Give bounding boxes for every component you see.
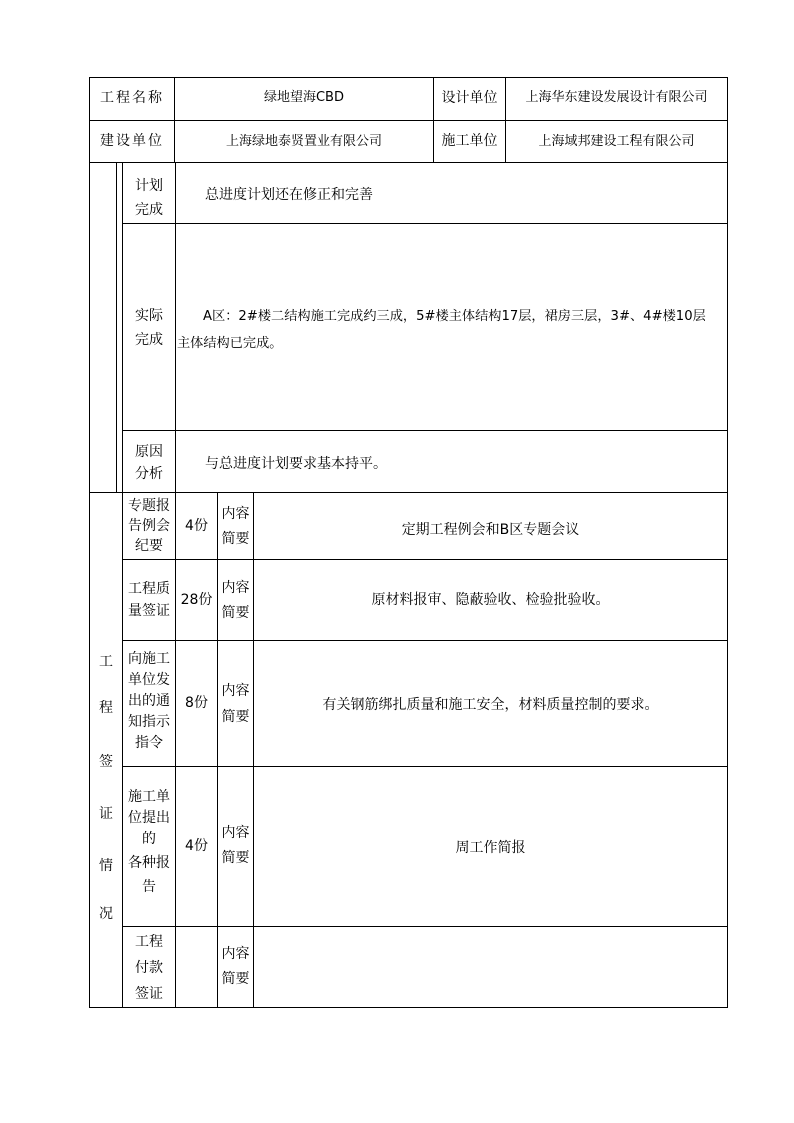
content-label-line1: 内容 — [221, 946, 250, 962]
actual-label-line1: 实际 — [135, 308, 163, 324]
visa-item-name: 告例会 — [128, 518, 170, 534]
analysis-text: 与总进度计划要求基本持平。 — [205, 456, 387, 472]
owner-label: 建设单位 — [100, 133, 164, 149]
col-divider — [116, 162, 117, 493]
visa-item-name: 工程质 — [128, 581, 170, 597]
visa-side-label-char: 情 — [99, 858, 113, 874]
contractor-label: 施工单位 — [441, 133, 498, 149]
content-label-line1: 内容 — [221, 825, 250, 841]
visa-side-label-char: 工 — [99, 654, 113, 670]
row-divider — [122, 926, 728, 927]
actual-text-line1: A区：2#楼二结构施工完成约三成，5#楼主体结构17层，裙房三层，3#、4#楼10层 — [203, 309, 706, 324]
row-divider — [122, 430, 728, 431]
visa-item-name: 单位发 — [128, 672, 170, 688]
design-unit-value: 上海华东建设发展设计有限公司 — [525, 90, 708, 105]
visa-item-name: 告 — [142, 879, 156, 895]
actual-text-line2: 主体结构已完成。 — [177, 336, 283, 351]
visa-item-name: 工程 — [135, 934, 163, 950]
content-label-line1: 内容 — [221, 580, 250, 596]
visa-item-content: 定期工程例会和B区专题会议 — [401, 522, 580, 538]
row-divider — [89, 162, 728, 163]
table-border-top — [89, 77, 728, 78]
actual-label-line2: 完成 — [135, 332, 163, 348]
row-divider — [122, 766, 728, 767]
visa-item-name: 的 — [142, 831, 156, 847]
contractor-value: 上海域邦建设工程有限公司 — [538, 134, 695, 149]
content-label-line1: 内容 — [221, 506, 250, 522]
content-label-line2: 简要 — [221, 709, 250, 725]
row-divider — [122, 223, 728, 224]
visa-item-name: 各种报 — [128, 855, 170, 871]
plan-text: 总进度计划还在修正和完善 — [205, 187, 373, 203]
row-divider — [122, 559, 728, 560]
visa-item-name: 向施工 — [128, 651, 170, 667]
content-label-line2: 简要 — [221, 531, 250, 547]
visa-item-content: 有关钢筋绑扎质量和施工安全，材料质量控制的要求。 — [322, 697, 659, 713]
content-label-line1: 内容 — [221, 683, 250, 699]
plan-label-line1: 计划 — [135, 178, 163, 194]
content-label-line2: 简要 — [221, 605, 250, 621]
visa-item-name: 指令 — [135, 735, 163, 751]
col-divider — [175, 162, 176, 1008]
content-label-line2: 简要 — [221, 971, 250, 987]
analysis-label-line2: 分析 — [135, 466, 163, 482]
visa-item-name: 纪要 — [135, 538, 163, 554]
visa-side-label-char: 签 — [99, 754, 113, 770]
row-divider — [89, 492, 728, 493]
col-divider — [253, 492, 254, 1008]
analysis-label-line1: 原因 — [135, 444, 163, 460]
project-name-label: 工程名称 — [100, 90, 164, 106]
visa-side-label-char: 况 — [99, 906, 113, 922]
plan-label-line2: 完成 — [135, 202, 163, 218]
visa-item-name: 知指示 — [128, 714, 170, 730]
owner-value: 上海绿地泰贤置业有限公司 — [225, 134, 382, 149]
visa-side-label-char: 程 — [99, 700, 113, 716]
visa-item-count: 28份 — [180, 592, 213, 608]
visa-item-count: 4份 — [185, 838, 208, 854]
visa-item-name: 付款 — [135, 960, 163, 976]
visa-item-name: 量签证 — [128, 603, 170, 619]
design-unit-label: 设计单位 — [441, 90, 498, 106]
visa-item-name: 施工单 — [128, 789, 170, 805]
row-divider — [122, 640, 728, 641]
visa-item-content: 原材料报审、隐蔽验收、检验批验收。 — [371, 592, 610, 608]
visa-item-count: 8份 — [185, 695, 208, 711]
visa-item-name: 位提出 — [128, 810, 170, 826]
visa-item-name: 出的通 — [128, 693, 170, 709]
col-divider — [217, 492, 218, 1008]
visa-item-name: 签证 — [135, 986, 163, 1002]
visa-item-content: 周工作简报 — [455, 840, 526, 856]
visa-item-count: 4份 — [185, 518, 208, 534]
visa-item-name: 专题报 — [128, 498, 170, 514]
project-name-value: 绿地望海CBD — [263, 90, 344, 105]
table-border-bottom — [89, 1007, 728, 1008]
content-label-line2: 简要 — [221, 850, 250, 866]
row-divider — [89, 120, 728, 121]
visa-side-label-char: 证 — [99, 806, 113, 822]
table-border-right — [727, 77, 728, 1008]
